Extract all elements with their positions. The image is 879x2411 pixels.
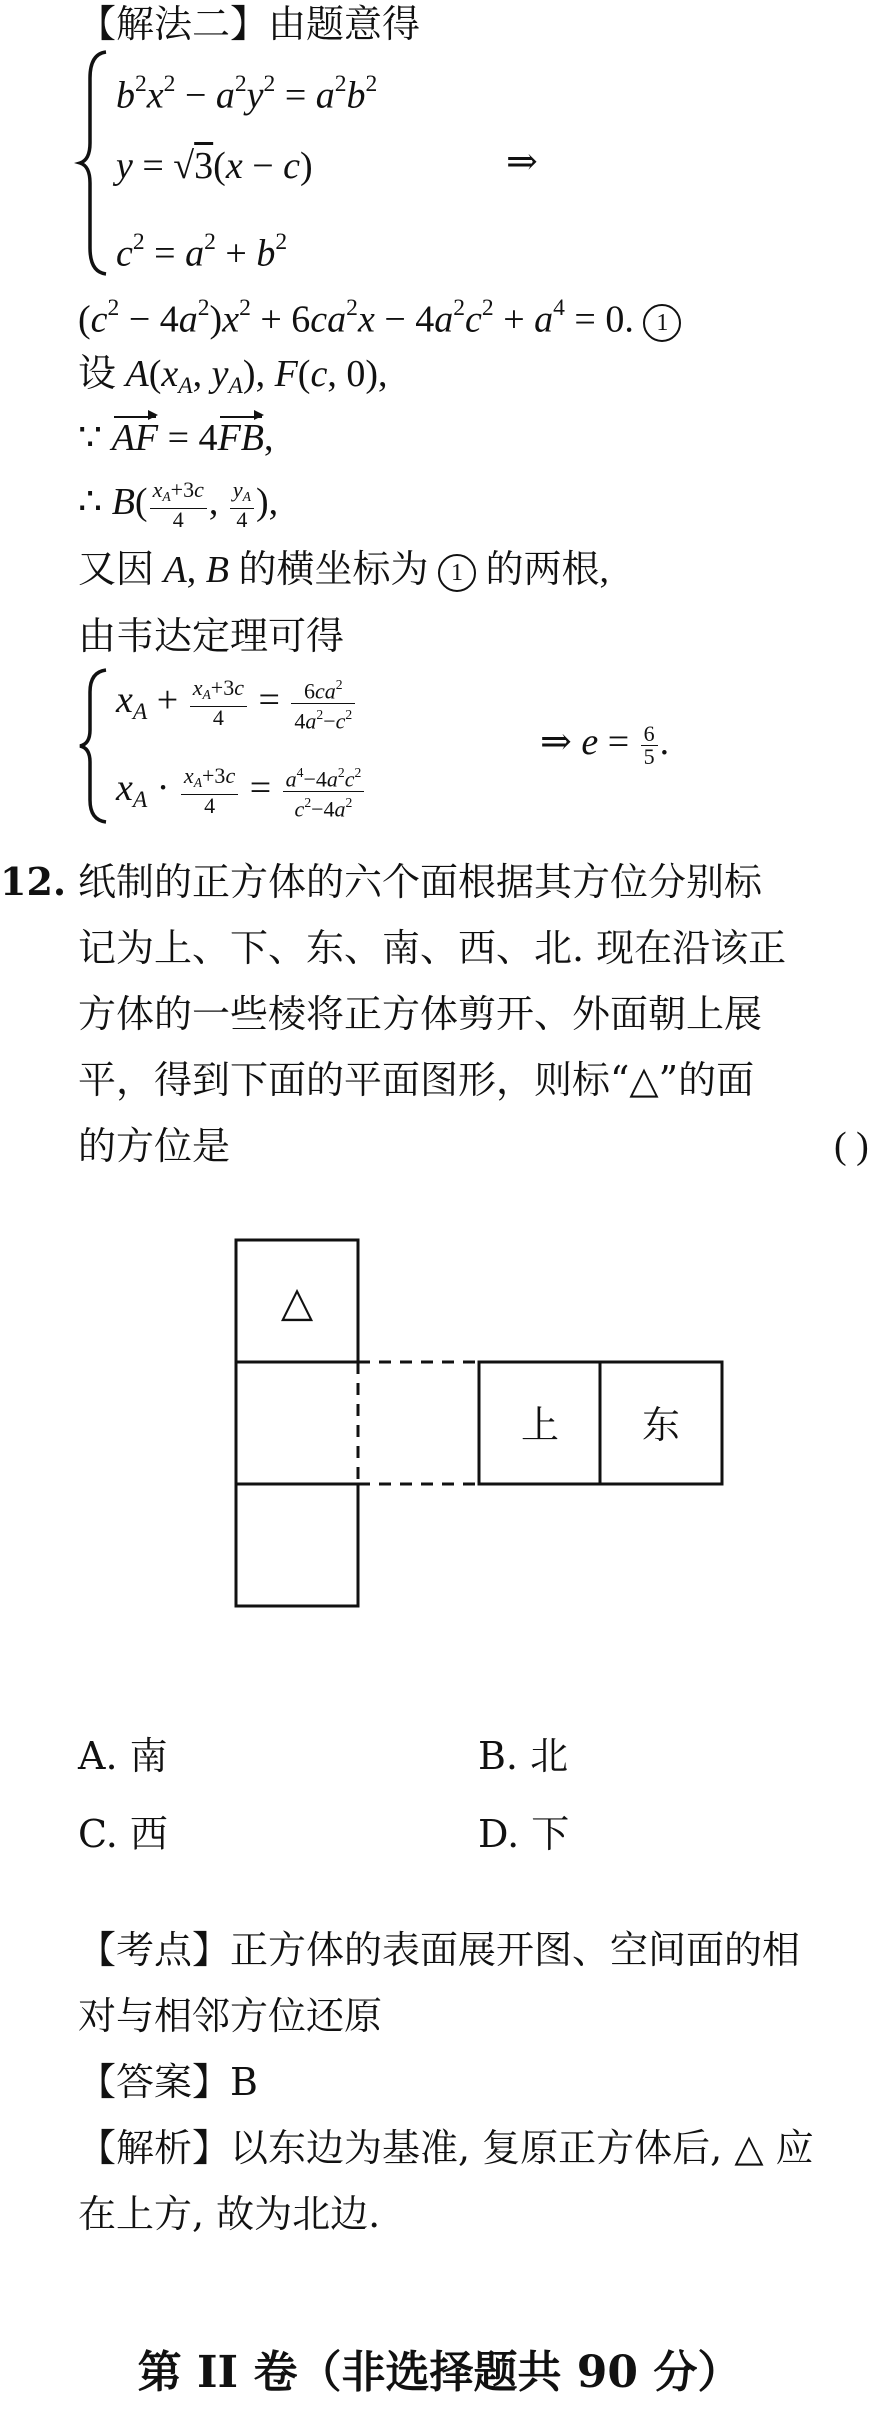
- question-number: 12.: [0, 859, 67, 904]
- system1-eq3: $c^2 = a^2 + b^2$: [116, 229, 288, 275]
- section-title: 第 II 卷（非选择题共 90 分）: [137, 2347, 742, 2398]
- answer-line: 【答案】B: [78, 2060, 258, 2104]
- system2-eq2: $x_A$ · $\frac{x_A+3c}{4}$ = $\frac{a^4-4a^2c^2}{c^2-4a^2}$: [116, 762, 366, 824]
- quadratic-equation: $(c^2 - 4a^2)x^2 + 6ca^2x - 4a^2c^2 + a^4 = 0$. 1: [78, 284, 681, 343]
- option-c[interactable]: C. 西: [78, 1812, 168, 1856]
- question-line-5: 的方位是: [78, 1124, 231, 1168]
- left-brace-2: [74, 666, 114, 826]
- left-brace-1: [74, 48, 114, 278]
- option-b[interactable]: B. 北: [478, 1734, 569, 1778]
- net-face-bottom: [236, 1484, 358, 1606]
- implies-arrow-1: ⇒: [506, 141, 538, 183]
- because-line: ∵ AF = 4FB,: [78, 414, 274, 462]
- jiexi-line-2: 在上方, 故为北边.: [78, 2192, 381, 2236]
- vieta-line: 由韦达定理可得: [78, 614, 345, 658]
- question-line-2: 记为上、下、东、南、西、北. 现在沿该正: [78, 926, 787, 970]
- option-d[interactable]: D. 下: [478, 1812, 570, 1856]
- question-line-4: 平，得到下面的平面图形，则标“△”的面: [78, 1058, 755, 1102]
- option-a[interactable]: A. 南: [78, 1734, 168, 1778]
- net-triangle-label: △: [280, 1277, 314, 1326]
- kaodian-line-2: 对与相邻方位还原: [78, 1994, 383, 2038]
- circle-number-ref: 1: [438, 554, 476, 592]
- solution-header: 【解法二】由题意得: [78, 2, 421, 46]
- therefore-line: ∴ B( $\frac{x_A+3c}{4}$ , $\frac{y_A}{4}$ ),: [78, 477, 279, 533]
- net-up-label: 上: [520, 1403, 560, 1447]
- cube-net-figure: [0, 1230, 879, 1610]
- system1-eq1: $b^2x^2 - a^2y^2 = a^2b^2$: [116, 71, 378, 117]
- answer-bracket: ( ): [834, 1125, 869, 1167]
- circle-number-1: 1: [643, 304, 681, 342]
- kaodian-line-1: 【考点】正方体的表面展开图、空间面的相: [78, 1928, 801, 1972]
- system2-eq1: $x_A$ + $\frac{x_A+3c}{4}$ = $\frac{6ca^2}{4a^2-c^2}$: [116, 674, 357, 736]
- roots-line: 又因 A, B 的横坐标为 1 的两根,: [78, 549, 609, 591]
- question-line-1: 纸制的正方体的六个面根据其方位分别标: [78, 860, 763, 904]
- set-line: 设 $A(x_A$, $y_A$), F(c, 0),: [78, 353, 388, 400]
- system1-eq2: y = √3(x − c): [116, 145, 313, 187]
- eccentricity-result: ⇒ e = $\frac{6}{5}$ .: [540, 720, 670, 769]
- jiexi-line-1: 【解析】以东边为基准, 复原正方体后, △ 应: [78, 2126, 814, 2170]
- net-east-label: 东: [641, 1403, 681, 1447]
- question-line-3: 方体的一些棱将正方体剪开、外面朝上展: [78, 992, 763, 1036]
